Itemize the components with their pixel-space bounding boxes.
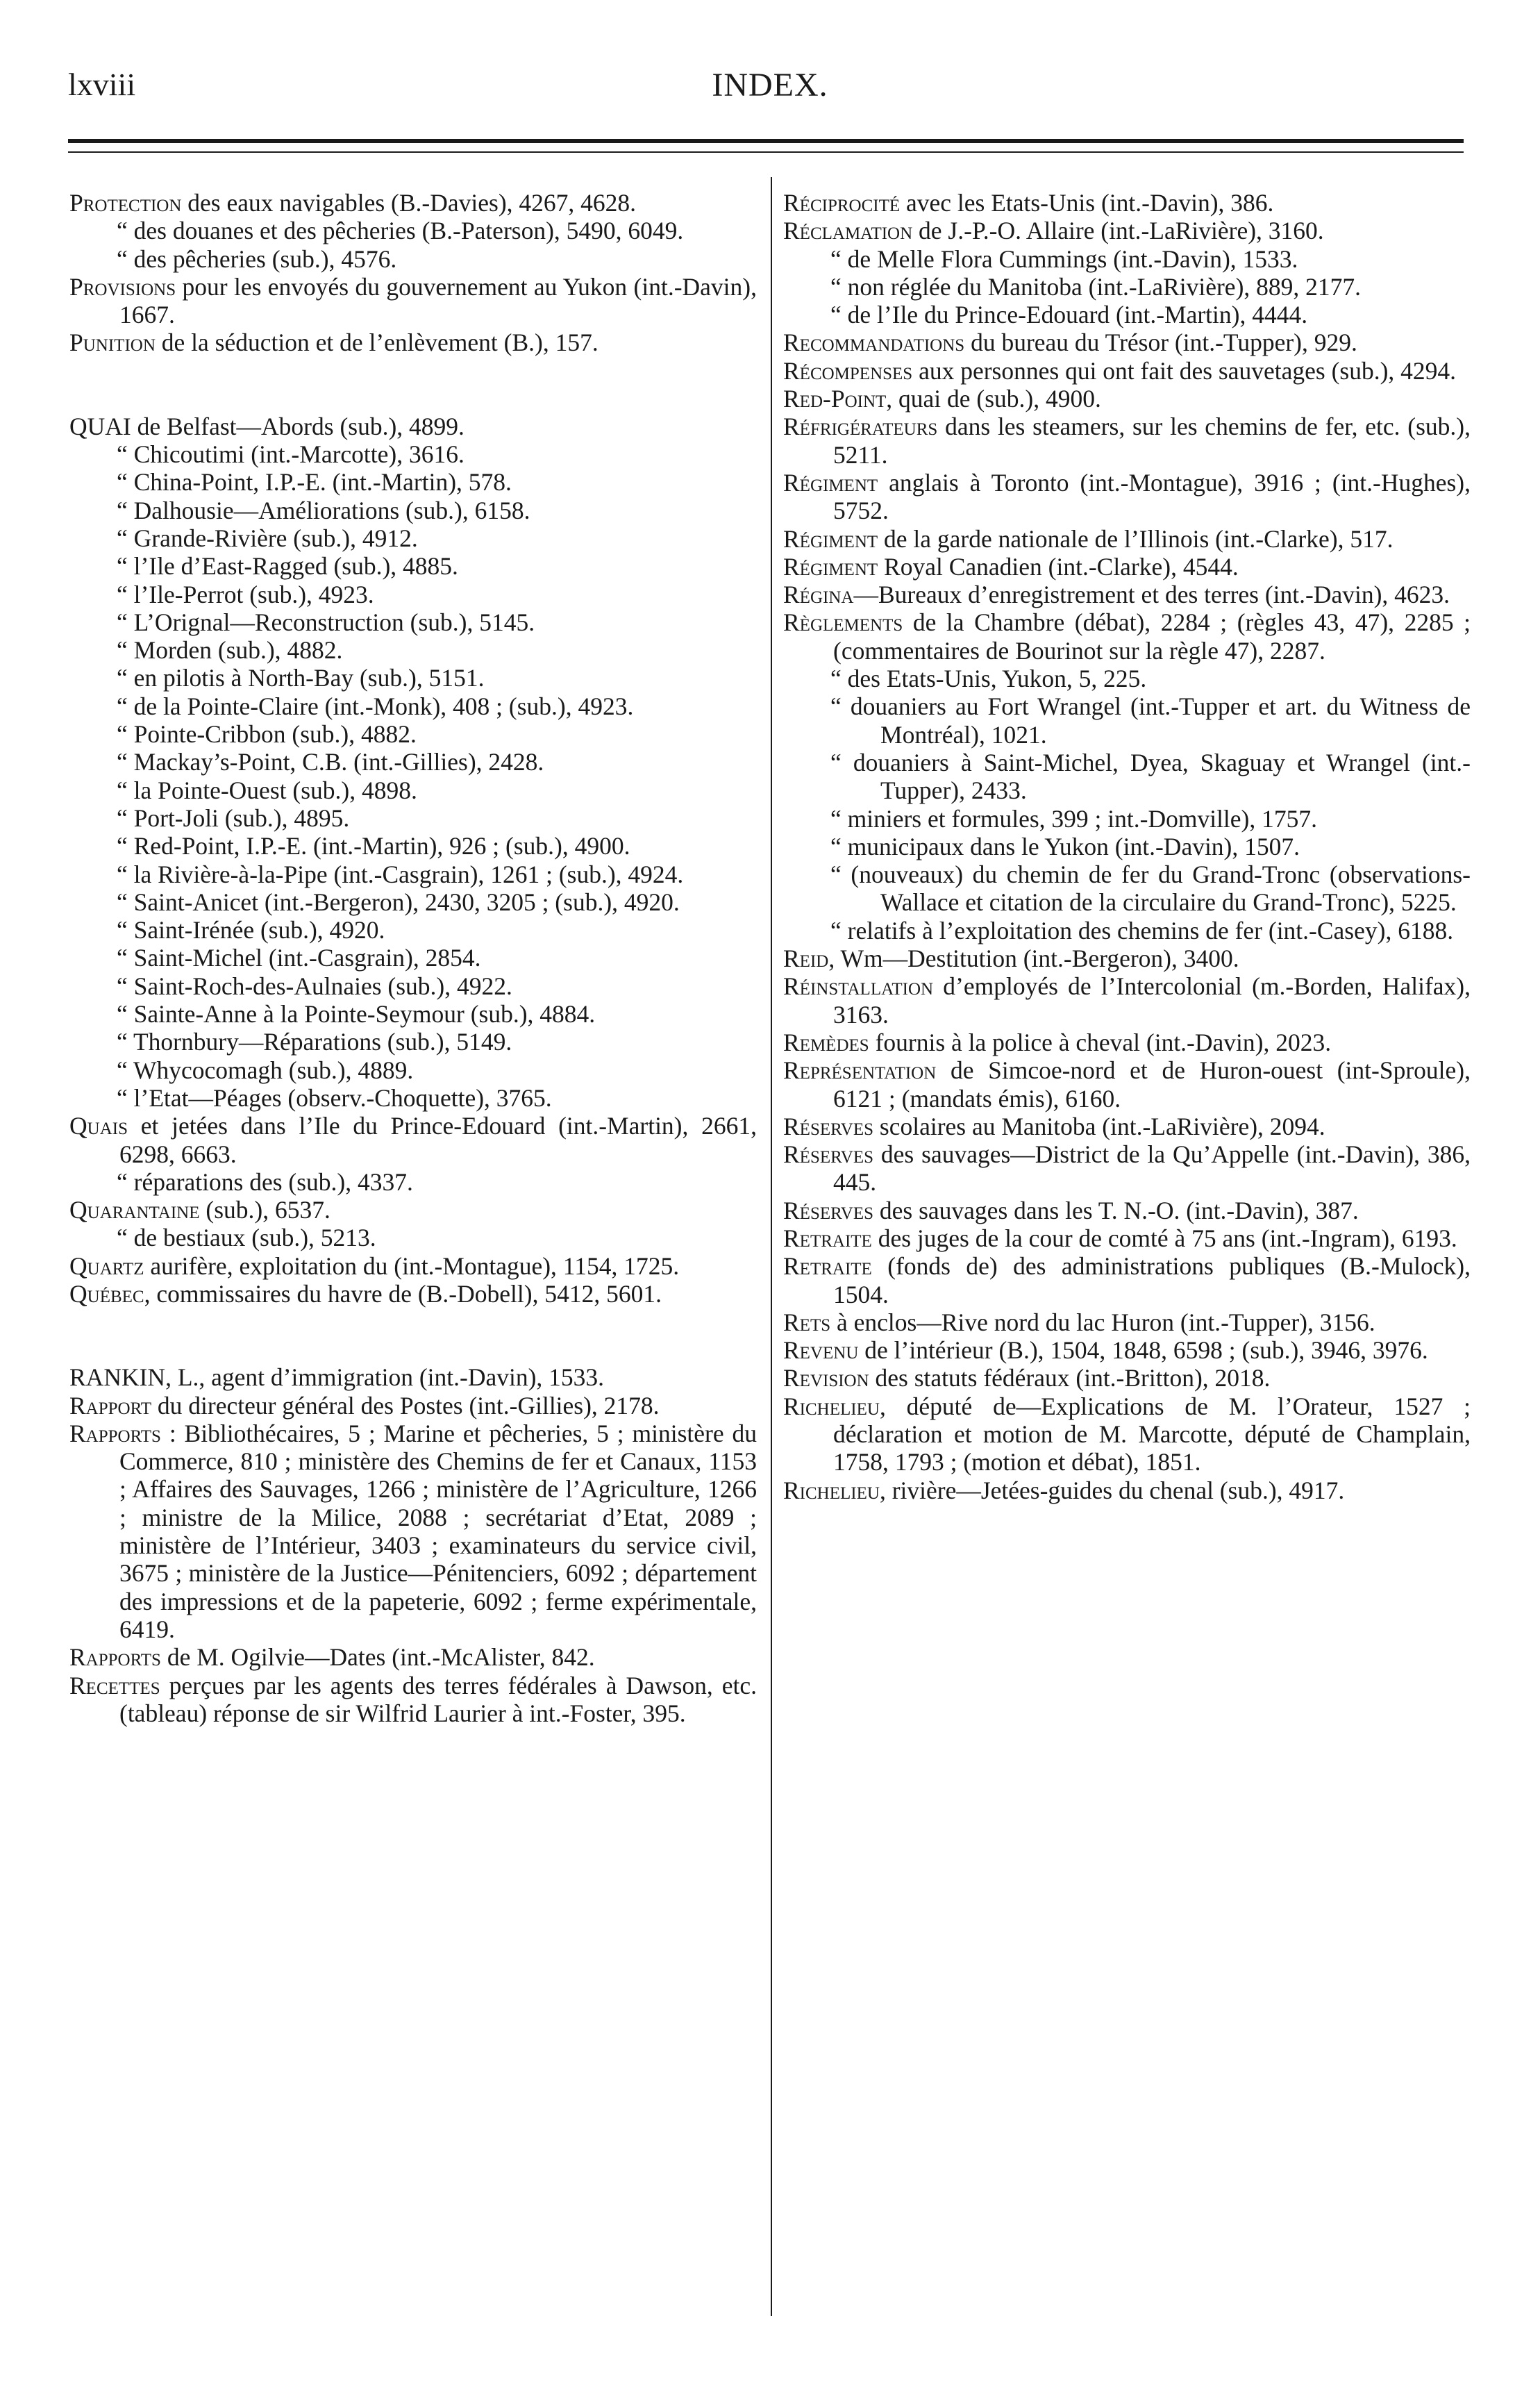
entry-text: “ municipaux dans le Yukon (int.-Davin), 1507. <box>830 832 1300 860</box>
entry-text: de l’intérieur (B.), 1504, 1848, 6598 ; (sub.), 3946, 3976. <box>858 1336 1428 1365</box>
index-entry <box>783 357 1471 385</box>
entry-headword: Réfrigérateurs <box>783 413 938 441</box>
index-entry <box>69 832 757 860</box>
entry-text: “ l’Ile-Perrot (sub.), 4923. <box>117 580 374 608</box>
entry-headword: Réserves <box>783 1196 874 1224</box>
entry-headword: Réserves <box>783 1112 874 1140</box>
index-entry <box>69 636 757 664</box>
entry-headword: Quartz <box>69 1251 144 1280</box>
entry-text: : Bibliothécaires, 5 ; Marine et pêcheries, 5 ; ministère du Commerce, 810 ; ministère des Chemins de fer et Canaux, 1153 ; Affaires des Sauvages, 1266 ; ministère de l’Agriculture, 1266 ; ministre de la Milice, 2088 ; secrétariat d’Etat, 2089 ; ministère de l’Intérieur, 3403 ; examinateurs du service civil, 3675 ; ministère de la Justice—Pénitenciers, 6092 ; département des impressions et de la papeterie, 6092 ; ferme expérimentale, 6419. <box>119 1419 757 1643</box>
index-entry <box>69 1420 757 1643</box>
index-entry <box>783 1476 1471 1504</box>
index-entry <box>783 1113 1471 1140</box>
index-entry <box>69 1280 757 1308</box>
index-entry <box>69 888 757 916</box>
entry-text: “ des pêcheries (sub.), 4576. <box>117 244 397 273</box>
entry-text: d’employés de l’Intercolonial (m.-Borden, Halifax), 3163. <box>833 972 1471 1029</box>
entry-text: “ non réglée du Manitoba (int.-LaRivière), 889, 2177. <box>830 272 1362 301</box>
entry-text: des eaux navigables (B.-Davies), 4267, 4628. <box>181 189 637 217</box>
index-entry <box>69 720 757 748</box>
entry-text: de M. Ogilvie—Dates (int.-McAlister, 842. <box>160 1643 595 1672</box>
entry-text: “ Thornbury—Réparations (sub.), 5149. <box>117 1028 512 1056</box>
entry-headword: Québec <box>69 1279 144 1308</box>
entry-text: à enclos—Rive nord du lac Huron (int.-Tupper), 3156. <box>830 1308 1375 1336</box>
entry-text: , Wm—Destitution (int.-Bergeron), 3400. <box>828 944 1239 973</box>
index-entry <box>783 749 1471 805</box>
entry-text: de la garde nationale de l’Illinois (int.-Clarke), 517. <box>878 524 1393 553</box>
entry-text: “ la Pointe-Ouest (sub.), 4898. <box>117 776 417 804</box>
entry-text: de la Chambre (débat), 2284 ; (règles 43, 47), 2285 ; (commentaires de Bourinot sur la règle 47), 2287. <box>833 608 1471 665</box>
index-entry <box>783 301 1471 328</box>
entry-text: , L., agent d’immigration (int.-Davin), 1533. <box>165 1363 605 1392</box>
index-entry <box>783 1364 1471 1392</box>
index-entry <box>69 972 757 1000</box>
entry-text: “ Port-Joli (sub.), 4895. <box>117 804 350 832</box>
entry-text: perçues par les agents des terres fédérales à Dawson, etc. (tableau) réponse de sir Wilfrid Laurier à int.-Foster, 395. <box>119 1671 757 1727</box>
entry-text: “ des douanes et des pêcheries (B.-Paterson), 5490, 6049. <box>117 217 684 245</box>
entry-text: “ Morden (sub.), 4882. <box>117 636 343 665</box>
entry-headword: Récompenses <box>783 356 913 385</box>
entry-text: avec les Etats-Unis (int.-Davin), 386. <box>900 189 1274 217</box>
index-entry <box>69 916 757 944</box>
entry-text: “ Saint-Irénée (sub.), 4920. <box>117 916 385 944</box>
entry-text: “ l’Ile d’East-Ragged (sub.), 4885. <box>117 552 458 581</box>
index-entry <box>783 413 1471 469</box>
entry-text: et jetées dans l’Ile du Prince-Edouard (int.-Martin), 2661, 6298, 6663. <box>119 1112 757 1168</box>
entry-text: (sub.), 6537. <box>199 1196 330 1224</box>
index-entry <box>69 1000 757 1028</box>
entry-headword: Réclamation <box>783 217 913 245</box>
index-entry <box>69 468 757 496</box>
entry-text: “ la Rivière-à-la-Pipe (int.-Casgrain), 1261 ; (sub.), 4924. <box>117 860 684 888</box>
index-entry <box>69 1056 757 1084</box>
entry-text: , député de—Explications de M. l’Orateur, 1527 ; déclaration et motion de M. Marcotte, député de Champlain, 1758, 1793 ; (motion et débat), 1851. <box>833 1392 1471 1476</box>
entry-text: aux personnes qui ont fait des sauvetages (sub.), 4294. <box>912 356 1457 385</box>
entry-text: “ de l’Ile du Prince-Edouard (int.-Martin), 4444. <box>830 301 1308 329</box>
index-entry <box>69 440 757 468</box>
index-entry <box>783 189 1471 217</box>
entry-text: anglais à Toronto (int.-Montague), 3916 ; (int.-Hughes), 5752. <box>833 468 1471 525</box>
entry-text: , rivière—Jetées-guides du chenal (sub.), 4917. <box>879 1476 1345 1504</box>
header-rule-thin <box>68 151 1464 153</box>
index-entry <box>69 581 757 608</box>
index-entry <box>783 1140 1471 1197</box>
index-entry <box>69 1028 757 1056</box>
index-entry <box>69 189 757 217</box>
index-entry <box>783 608 1471 665</box>
entry-text: “ Whycocomagh (sub.), 4889. <box>117 1056 414 1084</box>
index-entry <box>783 525 1471 553</box>
index-entry <box>69 273 757 329</box>
entry-headword: QUAI <box>69 412 131 440</box>
entry-headword: Réciprocité <box>783 189 901 217</box>
entry-text: Royal Canadien (int.-Clarke), 4544. <box>878 552 1239 581</box>
entry-text: “ douaniers au Fort Wrangel (int.-Tupper et art. du Witness de Montréal), 1021. <box>830 692 1471 749</box>
entry-headword: Régina <box>783 581 854 609</box>
index-entry <box>783 1224 1471 1252</box>
entry-text: dans les steamers, sur les chemins de fer, etc. (sub.), 5211. <box>833 413 1471 469</box>
index-entry <box>783 328 1471 356</box>
entry-text: “ Saint-Michel (int.-Casgrain), 2854. <box>117 944 481 972</box>
entry-text: “ l’Etat—Péages (observ.-Choquette), 3765. <box>117 1083 552 1112</box>
index-entry <box>783 1029 1471 1056</box>
index-entry <box>69 1084 757 1112</box>
entry-text: “ réparations des (sub.), 4337. <box>117 1167 413 1196</box>
entry-text: “ Dalhousie—Améliorations (sub.), 6158. <box>117 496 530 524</box>
entry-text: “ Chicoutimi (int.-Marcotte), 3616. <box>117 440 464 469</box>
entry-headword: Recettes <box>69 1671 160 1699</box>
index-entry <box>69 1224 757 1251</box>
index-entry <box>783 469 1471 525</box>
index-entry <box>69 1643 757 1671</box>
index-entry <box>69 1672 757 1728</box>
index-entry <box>69 804 757 832</box>
entry-text: “ en pilotis à North-Bay (sub.), 5151. <box>117 664 485 692</box>
index-entry <box>69 608 757 636</box>
column-divider <box>771 177 772 2316</box>
entry-text: “ Saint-Anicet (int.-Bergeron), 2430, 3205 ; (sub.), 4920. <box>117 888 680 916</box>
entry-text: pour les envoyés du gouvernement au Yukon (int.-Davin), 1667. <box>119 272 757 329</box>
entry-text: “ Sainte-Anne à la Pointe-Seymour (sub.), 4884. <box>117 1000 596 1029</box>
entry-text: “ Pointe-Cribbon (sub.), 4882. <box>117 720 417 749</box>
index-entry <box>783 385 1471 413</box>
entry-text: aurifère, exploitation du (int.-Montague), 1154, 1725. <box>144 1251 680 1280</box>
entry-text: des sauvages dans les T. N.-O. (int.-Davin), 387. <box>873 1196 1359 1224</box>
entry-headword: Règlements <box>783 608 903 637</box>
entry-headword: Revision <box>783 1364 869 1392</box>
index-entry <box>783 944 1471 972</box>
entry-text: “ de Melle Flora Cummings (int.-Davin), 1533. <box>830 244 1298 273</box>
index-entry <box>783 917 1471 944</box>
entry-headword: Quarantaine <box>69 1196 200 1224</box>
index-entry <box>69 1112 757 1168</box>
entry-text: des statuts fédéraux (int.-Britton), 2018. <box>869 1364 1271 1392</box>
index-entry <box>69 497 757 524</box>
entry-text: “ de la Pointe-Claire (int.-Monk), 408 ; (sub.), 4923. <box>117 692 634 720</box>
index-entry <box>69 860 757 888</box>
index-entry <box>783 972 1471 1029</box>
entry-text: scolaires au Manitoba (int.-LaRivière), 2094. <box>873 1112 1325 1140</box>
index-entry <box>69 217 757 244</box>
index-entry <box>783 273 1471 301</box>
entry-headword: Richelieu <box>783 1392 880 1420</box>
entry-text: de Belfast—Abords (sub.), 4899. <box>131 412 464 440</box>
entry-text: du bureau du Trésor (int.-Tupper), 929. <box>964 328 1357 357</box>
entry-headword: Red-Point <box>783 385 887 413</box>
entry-text: des sauvages—District de la Qu’Appelle (int.-Davin), 386, 445. <box>833 1140 1471 1197</box>
index-entry <box>783 1056 1471 1113</box>
entry-text: de Simcoe-nord et de Huron-ouest (int-Sproule), 6121 ; (mandats émis), 6160. <box>833 1056 1471 1113</box>
index-entry <box>783 1308 1471 1336</box>
index-entry <box>69 664 757 692</box>
entry-text: “ Mackay’s-Point, C.B. (int.-Gillies), 2428. <box>117 748 544 776</box>
entry-headword: Rapports <box>69 1643 161 1672</box>
index-entry <box>783 1392 1471 1476</box>
index-entry <box>783 692 1471 749</box>
entry-headword: Réinstallation <box>783 972 934 1001</box>
index-entry <box>783 217 1471 244</box>
header-rule-thick <box>68 139 1464 143</box>
entry-headword: Régiment <box>783 552 878 581</box>
index-entry <box>783 553 1471 581</box>
entry-headword: Quais <box>69 1112 128 1140</box>
index-entry <box>783 1197 1471 1224</box>
left-column <box>69 189 757 1727</box>
entry-text: “ L’Orignal—Reconstruction (sub.), 5145. <box>117 608 535 636</box>
index-entry <box>69 1363 757 1391</box>
entry-text: “ des Etats-Unis, Yukon, 5, 225. <box>830 665 1147 693</box>
entry-text: de la séduction et de l’enlèvement (B.), 157. <box>155 328 599 357</box>
entry-headword: Rapports <box>69 1419 161 1447</box>
entry-headword: Retraite <box>783 1252 872 1281</box>
entry-text: “ China-Point, I.P.-E. (int.-Martin), 578. <box>117 468 512 497</box>
entry-headword: Rapport <box>69 1391 152 1420</box>
entry-headword: Protection <box>69 189 182 217</box>
entry-text: , commissaires du havre de (B.-Dobell), 5412, 5601. <box>144 1279 662 1308</box>
entry-headword: Revenu <box>783 1336 859 1365</box>
entry-text: “ Saint-Roch-des-Aulnaies (sub.), 4922. <box>117 972 512 1000</box>
entry-text: —Bureaux d’enregistrement et des terres (int.-Davin), 4623. <box>853 581 1450 609</box>
index-entry <box>69 328 757 356</box>
entry-headword: Richelieu <box>783 1476 880 1504</box>
entry-headword: Provisions <box>69 272 176 301</box>
entry-text: “ douaniers à Saint-Michel, Dyea, Skaguay et Wrangel (int.-Tupper), 2433. <box>830 748 1471 805</box>
index-entry <box>783 860 1471 917</box>
right-column <box>783 189 1471 1504</box>
index-entry <box>783 665 1471 692</box>
entry-text: fournis à la police à cheval (int.-Davin), 2023. <box>869 1028 1332 1056</box>
entry-text: du directeur général des Postes (int.-Gillies), 2178. <box>151 1391 660 1420</box>
entry-headword: Régiment <box>783 524 878 553</box>
index-entry <box>783 833 1471 860</box>
entry-headword: Remèdes <box>783 1028 869 1056</box>
index-entry <box>69 692 757 720</box>
entry-text: “ miniers et formules, 399 ; int.-Domville), 1757. <box>830 804 1318 833</box>
entry-text: “ Red-Point, I.P.-E. (int.-Martin), 926 ; (sub.), 4900. <box>117 832 630 860</box>
entry-text: “ de bestiaux (sub.), 5213. <box>117 1224 376 1252</box>
entry-text: “ relatifs à l’exploitation des chemins de fer (int.-Casey), 6188. <box>830 916 1454 944</box>
index-entry <box>783 805 1471 833</box>
entry-headword: Rets <box>783 1308 831 1336</box>
index-entry <box>783 1252 1471 1308</box>
index-entry <box>69 748 757 776</box>
entry-headword: Régiment <box>783 468 878 497</box>
index-entry <box>69 1168 757 1196</box>
entry-headword: Retraite <box>783 1224 872 1252</box>
index-entry <box>69 245 757 273</box>
index-entry <box>69 524 757 552</box>
index-entry <box>783 581 1471 608</box>
entry-headword: Punition <box>69 328 156 357</box>
index-entry <box>69 1392 757 1420</box>
page-number: lxviii <box>68 67 136 102</box>
entry-text: “ Grande-Rivière (sub.), 4912. <box>117 524 418 552</box>
entry-text: , quai de (sub.), 4900. <box>886 385 1101 413</box>
index-entry <box>69 1196 757 1224</box>
entry-headword: Recommandations <box>783 328 965 357</box>
entry-headword: RANKIN <box>69 1363 166 1392</box>
entry-headword: Représentation <box>783 1056 937 1085</box>
index-entry <box>69 944 757 972</box>
entry-text: “ (nouveaux) du chemin de fer du Grand-Tronc (observations-Wallace et citation de la circulaire du Grand-Tronc), 5225. <box>830 860 1471 917</box>
entry-headword: Reid <box>783 944 829 973</box>
entry-text: de J.-P.-O. Allaire (int.-LaRivière), 3160. <box>912 217 1324 245</box>
page-title: INDEX. <box>712 67 828 103</box>
entry-headword: Réserves <box>783 1140 874 1169</box>
index-entry <box>69 413 757 440</box>
index-entry <box>783 245 1471 273</box>
index-entry <box>69 776 757 804</box>
index-entry <box>69 552 757 580</box>
index-entry <box>783 1336 1471 1364</box>
index-entry <box>69 1252 757 1280</box>
entry-text: (fonds de) des administrations publiques (B.-Mulock), 1504. <box>833 1252 1471 1308</box>
entry-text: des juges de la cour de comté à 75 ans (int.-Ingram), 6193. <box>871 1224 1457 1252</box>
